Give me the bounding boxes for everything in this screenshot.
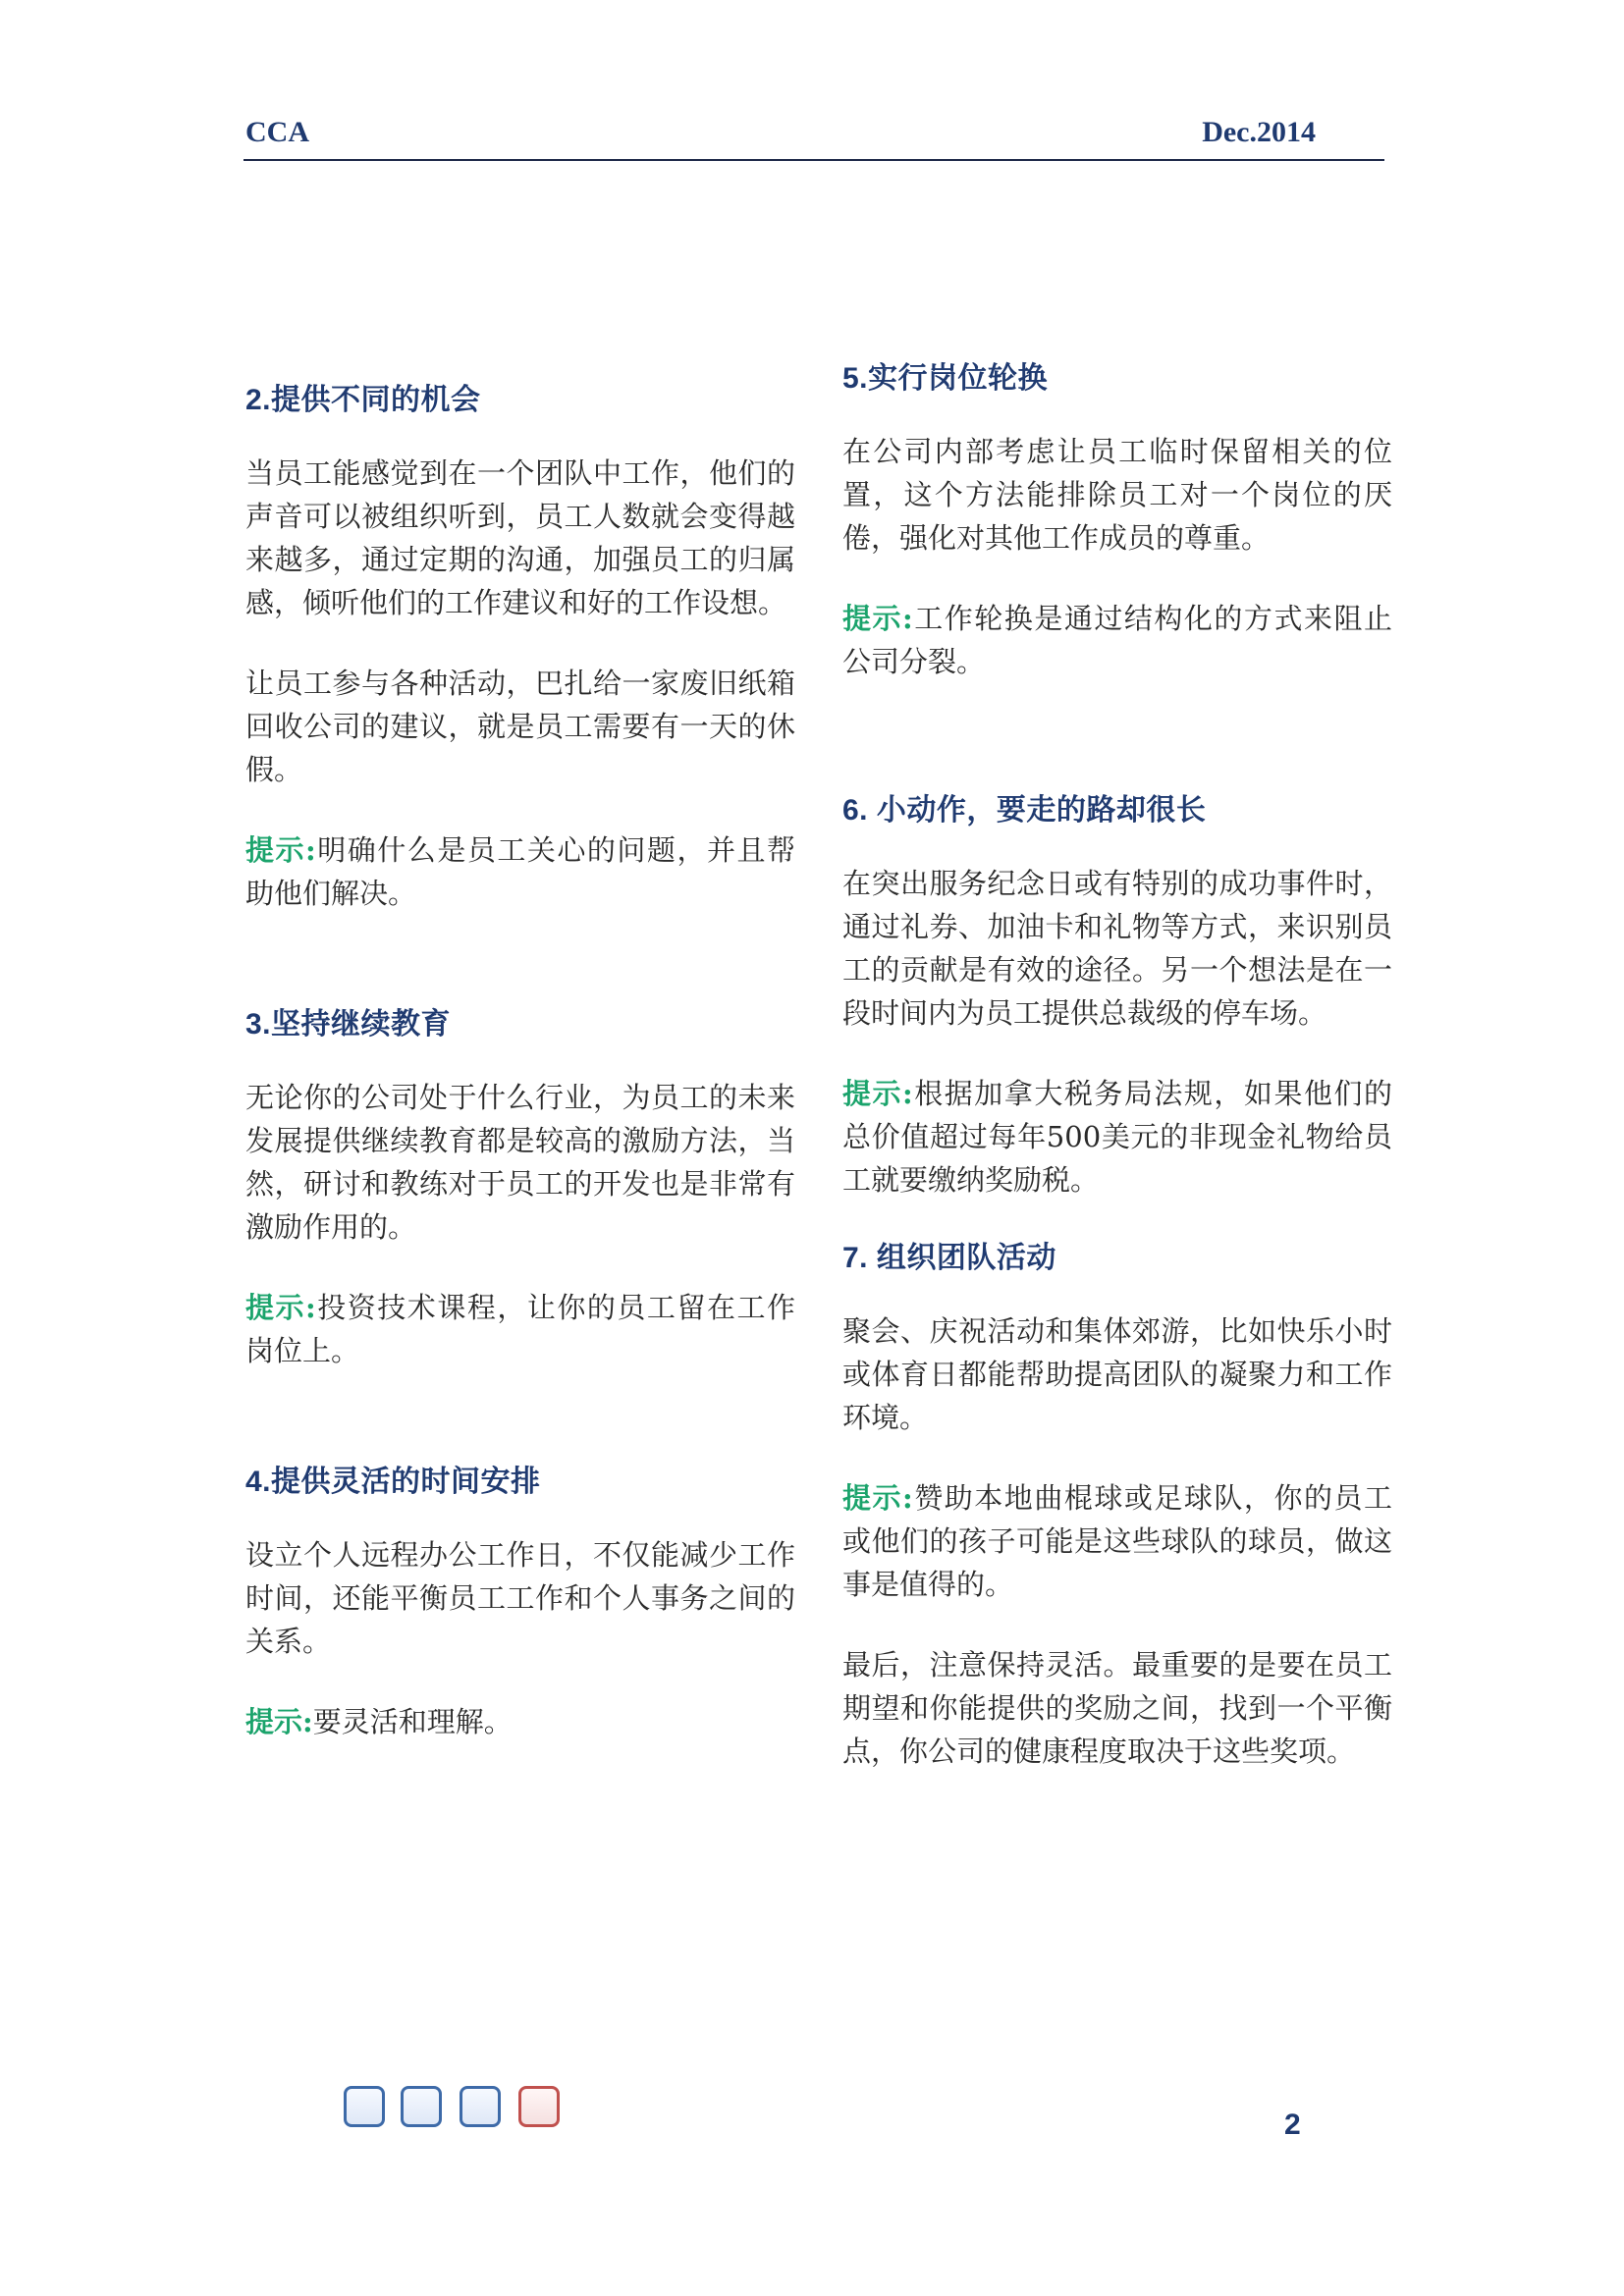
tip-text: 要灵活和理解。 (312, 1705, 513, 1738)
section-heading: 2.提供不同的机会 (245, 384, 481, 416)
header-date: Dec.2014 (1202, 116, 1316, 148)
tip-paragraph (842, 1072, 1392, 1201)
tip-text: 工作轮换是通过结构化的方式来阻止公司分裂。 (842, 602, 1392, 678)
tip-label: 提示: (245, 833, 316, 867)
tip-paragraph (842, 1476, 1392, 1606)
paragraph: 在公司内部考虑让员工临时保留相关的位置，这个方法能排除员工对一个岗位的厌倦，强化对其他工作成员的尊重。 (842, 435, 1392, 555)
tip-text: 明确什么是员工关心的问题，并且帮助他们解决。 (245, 833, 795, 910)
left-column (245, 381, 795, 1781)
section-3 (245, 1005, 795, 1372)
tip-paragraph (245, 828, 795, 915)
paragraph: 当员工能感觉到在一个团队中工作，他们的声音可以被组织听到，员工人数就会变得越来越多，通过定期的沟通，加强员工的归属感，倾听他们的工作建议和好的工作设想。 (245, 456, 795, 619)
paragraph: 设立个人远程办公工作日，不仅能减少工作时间，还能平衡员工工作和个人事务之间的关系。 (245, 1538, 795, 1658)
section-7 (842, 1239, 1392, 1773)
section-heading: 6. 小动作，要走的路却很长 (842, 794, 1207, 827)
tip-label: 提示: (842, 602, 913, 635)
tip-text: 赞助本地曲棍球或足球队，你的员工或他们的孩子可能是这些球队的球员，做这事是值得的。 (842, 1481, 1392, 1601)
paragraph: 在突出服务纪念日或有特别的成功事件时，通过礼券、加油卡和礼物等方式，来识别员工的贡献是有效的途径。另一个想法是在一段时间内为员工提供总裁级的停车场。 (842, 867, 1392, 1030)
tip-label: 提示: (842, 1481, 913, 1515)
section-heading: 5.实行岗位轮换 (842, 362, 1049, 395)
section-heading: 4.提供灵活的时间安排 (245, 1466, 541, 1498)
tip-text: 根据加拿大税务局法规，如果他们的总价值超过每年500美元的非现金礼物给员工就要缴纳奖励税。 (842, 1077, 1392, 1197)
square-icon (460, 2086, 501, 2127)
header-publication: CCA (245, 116, 309, 148)
tip-label: 提示: (245, 1705, 313, 1738)
page-number: 2 (1284, 2109, 1301, 2141)
paragraph: 无论你的公司处于什么行业，为员工的未来发展提供继续教育都是较高的激励方法，当然，研讨和教练对于员工的开发也是非常有激励作用的。 (245, 1081, 795, 1244)
tip-paragraph (245, 1700, 795, 1743)
tip-paragraph (842, 597, 1392, 683)
square-icon (344, 2086, 385, 2127)
tip-label: 提示: (842, 1077, 913, 1110)
square-icon (518, 2086, 560, 2127)
right-column (842, 359, 1392, 1810)
tip-paragraph (245, 1286, 795, 1372)
section-2 (245, 381, 795, 915)
section-4 (245, 1463, 795, 1743)
tip-text: 投资技术课程，让你的员工留在工作岗位上。 (245, 1291, 795, 1367)
tip-label: 提示: (245, 1291, 316, 1324)
section-5 (842, 359, 1392, 683)
section-heading: 7. 组织团队活动 (842, 1242, 1056, 1274)
closing-paragraph: 最后，注意保持灵活。最重要的是要在员工期望和你能提供的奖励之间，找到一个平衡点，你公司的健康程度取决于这些奖项。 (842, 1648, 1392, 1768)
paragraph: 让员工参与各种活动，巴扎给一家废旧纸箱回收公司的建议，就是员工需要有一天的休假。 (245, 667, 795, 786)
section-6 (842, 791, 1392, 1201)
section-heading: 3.坚持继续教育 (245, 1008, 452, 1041)
page-header (244, 116, 1384, 161)
square-icon (401, 2086, 442, 2127)
paragraph: 聚会、庆祝活动和集体郊游，比如快乐小时或体育日都能帮助提高团队的凝聚力和工作环境。 (842, 1314, 1392, 1434)
